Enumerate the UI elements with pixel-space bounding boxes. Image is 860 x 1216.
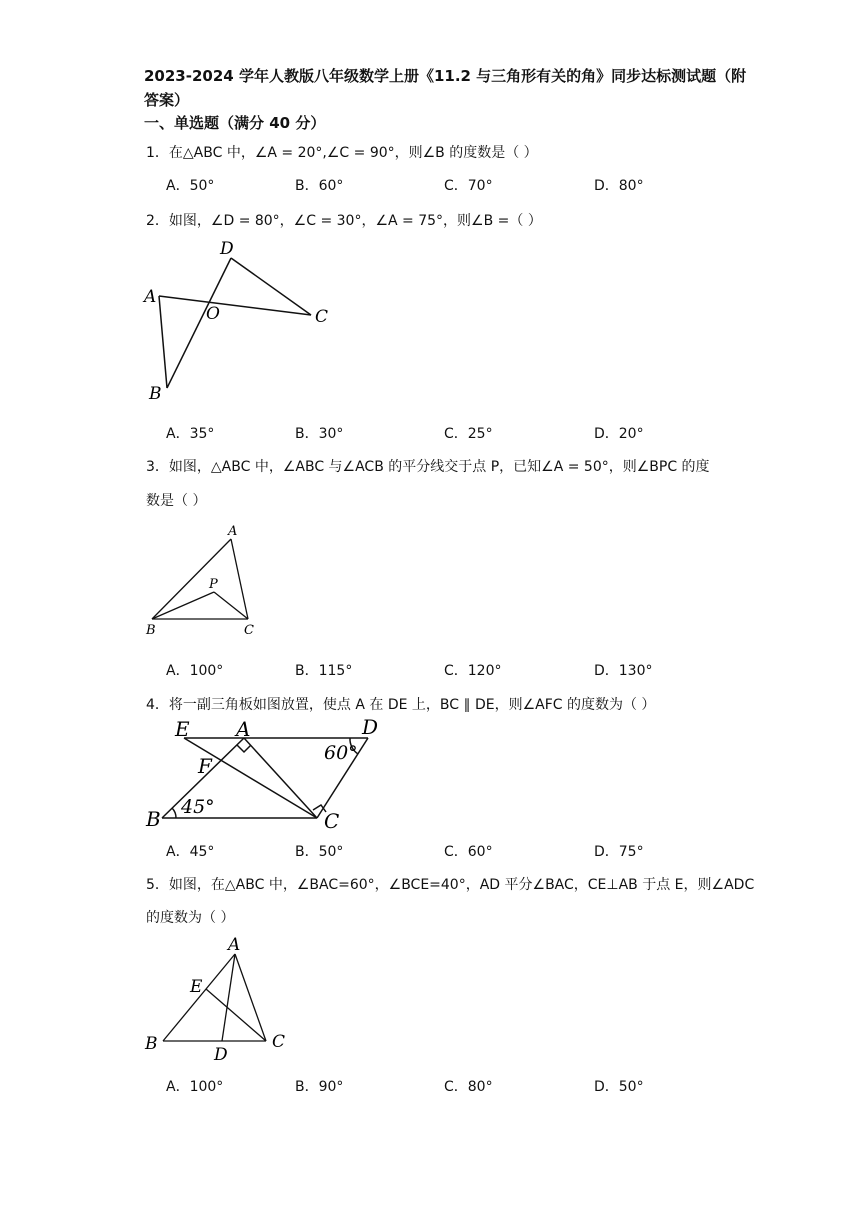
question-5-option-b[interactable]: B．90° xyxy=(295,1079,344,1095)
document-title-line2: 答案） xyxy=(144,91,190,109)
q4-label-c: C xyxy=(324,809,340,833)
question-2-option-a[interactable]: A．35° xyxy=(166,426,215,442)
q2-label-b: B xyxy=(149,384,162,404)
segment-ac xyxy=(244,738,317,818)
segment-ba xyxy=(152,539,231,619)
question-2-option-b[interactable]: B．30° xyxy=(295,426,344,442)
q4-angle-60-label: 60° xyxy=(324,742,358,764)
question-3-option-b[interactable]: B．115° xyxy=(295,663,353,679)
section-heading: 一、单选题（满分 40 分） xyxy=(144,114,326,132)
q2-label-d: D xyxy=(220,239,234,259)
question-4-option-a[interactable]: A．45° xyxy=(166,844,215,860)
question-5-stem-line1: 5．如图，在△ABC 中，∠BAC=60°，∠BCE=40°，AD 平分∠BAC，CE⊥AB 于点 E，则∠ADC xyxy=(146,877,755,893)
q5-label-c: C xyxy=(272,1032,286,1052)
q2-label-a: A xyxy=(144,287,157,307)
question-3-option-d[interactable]: D．130° xyxy=(594,663,653,679)
q5-label-e: E xyxy=(190,977,203,997)
q5-label-d: D xyxy=(214,1045,228,1065)
q5-label-a: A xyxy=(228,935,241,955)
q2-label-o: O xyxy=(206,304,220,324)
q2-label-c: C xyxy=(315,307,329,327)
question-2-option-d[interactable]: D．20° xyxy=(594,426,644,442)
question-1-option-b[interactable]: B．60° xyxy=(295,178,344,194)
question-1-stem: 1．在△ABC 中，∠A = 20°,∠C = 90°，则∠B 的度数是（ ） xyxy=(146,145,538,161)
q3-label-c: C xyxy=(244,623,254,638)
question-4-option-c[interactable]: C．60° xyxy=(444,844,493,860)
question-3-stem-line2: 数是（ ） xyxy=(146,493,207,509)
segment-bd xyxy=(167,258,231,388)
question-3-stem-line1: 3．如图，△ABC 中，∠ABC 与∠ACB 的平分线交于点 P，已知∠A = 50°，则∠BPC 的度 xyxy=(146,459,710,475)
q3-label-p: P xyxy=(209,577,218,592)
question-4-stem: 4．将一副三角板如图放置，使点 A 在 DE 上，BC ∥ DE，则∠AFC 的度数为（ ） xyxy=(146,697,656,713)
question-1-option-a[interactable]: A．50° xyxy=(166,178,215,194)
question-3-option-a[interactable]: A．100° xyxy=(166,663,224,679)
question-4-option-d[interactable]: D．75° xyxy=(594,844,644,860)
q4-label-e: E xyxy=(175,717,190,741)
segment-bp xyxy=(152,592,214,619)
question-2-stem: 2．如图，∠D = 80°，∠C = 30°，∠A = 75°，则∠B =（ ） xyxy=(146,213,542,229)
angle-arc-b xyxy=(172,808,176,818)
question-5-stem-line2: 的度数为（ ） xyxy=(146,910,235,926)
question-4-option-b[interactable]: B．50° xyxy=(295,844,344,860)
q5-label-b: B xyxy=(145,1034,158,1054)
question-5-figure xyxy=(140,932,300,1067)
question-3-option-c[interactable]: C．120° xyxy=(444,663,502,679)
question-3-figure xyxy=(140,520,270,642)
q3-label-b: B xyxy=(146,623,156,638)
right-angle-mark-a xyxy=(237,745,251,752)
question-5-option-d[interactable]: D．50° xyxy=(594,1079,644,1095)
q4-label-b: B xyxy=(146,807,161,831)
segment-ab xyxy=(159,296,167,388)
q4-label-d: D xyxy=(362,716,379,739)
question-1-option-d[interactable]: D．80° xyxy=(594,178,644,194)
q3-label-a: A xyxy=(228,524,238,539)
question-1-option-c[interactable]: C．70° xyxy=(444,178,493,194)
question-5-option-c[interactable]: C．80° xyxy=(444,1079,493,1095)
q4-label-a: A xyxy=(236,717,251,741)
question-4-figure xyxy=(140,716,390,836)
q4-angle-45-label: 45° xyxy=(181,796,215,818)
question-2-option-c[interactable]: C．25° xyxy=(444,426,493,442)
q4-label-f: F xyxy=(198,754,212,778)
question-2-figure xyxy=(140,236,340,406)
question-5-option-a[interactable]: A．100° xyxy=(166,1079,224,1095)
document-title-line1: 2023-2024 学年人教版八年级数学上册《11.2 与三角形有关的角》同步达标测试题（附 xyxy=(144,67,747,85)
